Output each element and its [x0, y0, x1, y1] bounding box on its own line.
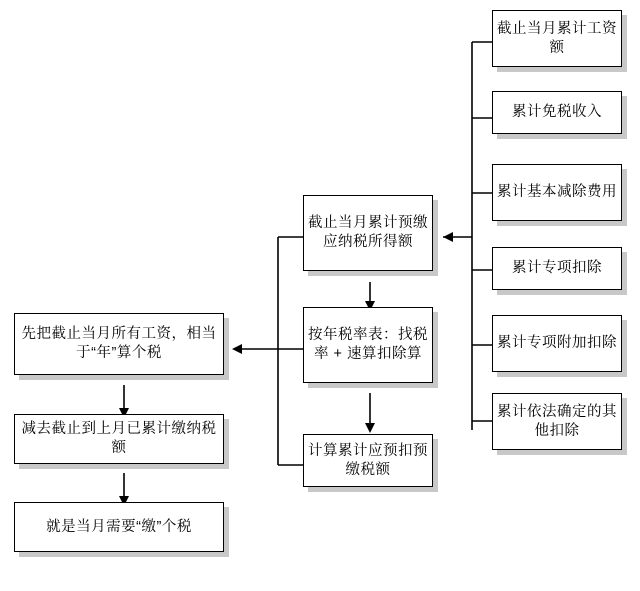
node-label: 就是当月需要“缴”个税	[46, 518, 192, 535]
node-subtract-paid-tax[interactable]	[14, 414, 224, 464]
node-treat-as-annual[interactable]	[14, 313, 224, 375]
node-cumulative-salary[interactable]	[492, 10, 622, 67]
node-label: 累计专项扣除	[512, 260, 602, 277]
node-label: 减去截止到上月已累计缴纳税额	[21, 421, 217, 456]
node-cumulative-withholding-tax[interactable]	[303, 434, 433, 487]
node-special-deduction[interactable]	[492, 247, 622, 290]
node-special-additional-deduction[interactable]	[492, 315, 622, 372]
node-current-month-tax[interactable]	[14, 502, 224, 552]
node-label: 按年税率表：找税率 + 速算扣除算	[308, 327, 428, 362]
node-label: 先把截止当月所有工资，相当于“年”算个税	[21, 326, 217, 361]
node-label: 累计免税收入	[512, 104, 602, 121]
node-annual-tax-rate-table[interactable]	[303, 307, 433, 383]
node-other-legal-deduction[interactable]	[492, 393, 622, 450]
node-cumulative-taxable-income[interactable]	[303, 195, 433, 271]
node-basic-deduction[interactable]	[492, 164, 622, 221]
node-tax-free-income[interactable]	[492, 91, 622, 134]
node-label: 累计依法确定的其他扣除	[497, 403, 617, 439]
node-label: 截止当月累计工资额	[497, 20, 617, 56]
node-label: 累计基本减除费用	[497, 184, 617, 201]
node-label: 累计专项附加扣除	[497, 335, 617, 352]
node-label: 计算累计应预扣预缴税额	[308, 442, 428, 478]
node-label: 截止当月累计预缴应纳税所得额	[308, 215, 428, 250]
